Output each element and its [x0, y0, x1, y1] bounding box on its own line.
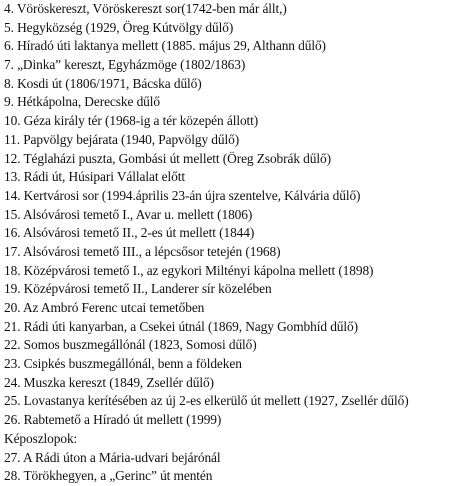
list-item: 7. „Dinka” kereszt, Egyházmöge (1802/1863)	[4, 57, 246, 73]
list-item: 10. Géza király tér (1968-ig a tér közepén állott)	[4, 113, 259, 129]
list-item: 5. Hegyközség (1929, Öreg Kútvölgy dűlő)	[4, 19, 234, 35]
list-item: 14. Kertvárosi sor (1994.április 23-án újra szentelve, Kálvária dűlő)	[4, 187, 361, 203]
list-item: 22. Somos buszmegállónál (1823, Somosi dűlő)	[4, 337, 257, 353]
list-item: 23. Csipkés buszmegállónál, benn a földeken	[4, 356, 242, 372]
list-item: 13. Rádi út, Húsipari Vállalat előtt	[4, 169, 185, 185]
list-item: 15. Alsóvárosi temető I., Avar u. mellett (1806)	[4, 206, 253, 222]
list-item: 18. Középvárosi temető I., az egykori Miltényi kápolna mellett (1898)	[4, 262, 374, 278]
list-item: 20. Az Ambró Ferenc utcai temetőben	[4, 300, 205, 315]
list-item: 4. Vöröskereszt, Vöröskereszt sor(1742-ben már állt,)	[4, 1, 287, 16]
list-item: 26. Rabtemető a Híradó út mellett (1999)	[4, 412, 222, 428]
list-item: 11. Papvölgy bejárata (1940, Papvölgy dűlő)	[4, 131, 240, 147]
list-item: 19. Középvárosi temető II., Landerer sír közelében	[4, 281, 272, 297]
list-item: 8. Kosdi út (1806/1971, Bácska dűlő)	[4, 75, 202, 91]
list-item: 21. Rádi úti kanyarban, a Csekei útnál (1869, Nagy Gombhíd dűlő)	[4, 318, 358, 334]
list-item: 9. Hétkápolna, Derecske dűlő	[4, 94, 160, 110]
list-item: 16. Alsóvárosi temető II., 2-es út mellett (1844)	[4, 225, 255, 241]
list-item: 28. Törökhegyen, a „Gerinc” út mentén	[4, 468, 213, 484]
list-item: 12. Téglaházi puszta, Gombási út mellett (Öreg Zsobrák dűlő)	[4, 150, 331, 166]
list-item: 6. Híradó úti laktanya mellett (1885. május 29, Althann dűlő)	[4, 38, 326, 54]
monument-list	[4, 0, 458, 486]
list-item: 17. Alsóvárosi temető III., a lépcsősor tetején (1968)	[4, 243, 281, 259]
list-item: 24. Muszka kereszt (1849, Zsellér dűlő)	[4, 374, 214, 390]
list-item: 27. A Rádi úton a Mária-udvari bejárónál	[4, 449, 221, 465]
list-item: 25. Lovastanya kerítésében az új 2-es elkerülő út mellett (1927, Zsellér dűlő)	[4, 393, 409, 409]
section-heading: Képoszlopok:	[4, 430, 78, 446]
